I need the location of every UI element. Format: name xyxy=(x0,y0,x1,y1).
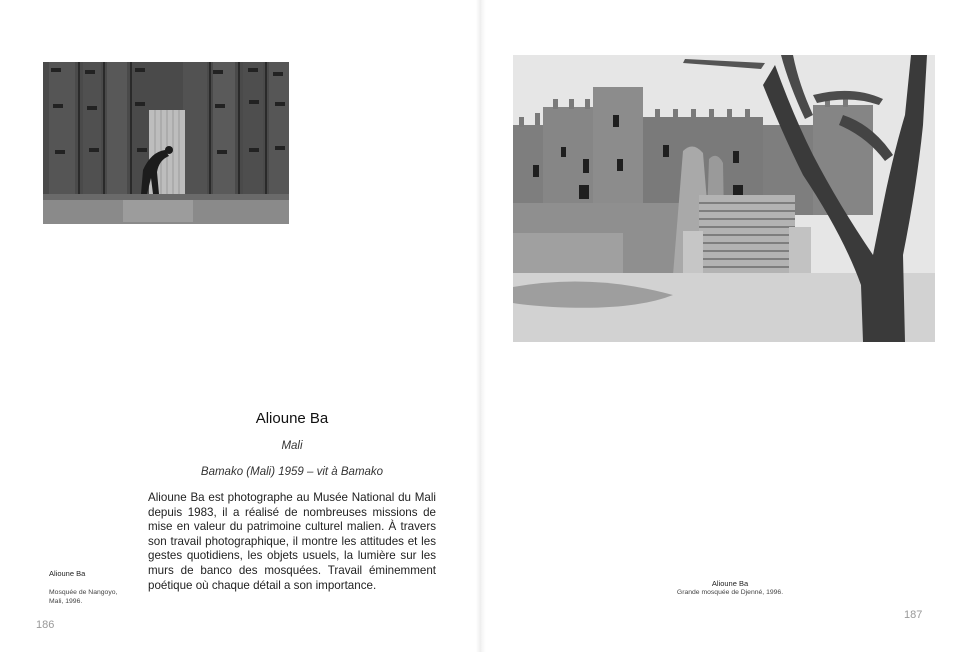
photo-caption-artist-right: Alioune Ba xyxy=(711,579,749,588)
book-gutter xyxy=(476,0,486,652)
page-number-right: 187 xyxy=(904,609,923,621)
artist-country: Mali xyxy=(281,440,303,452)
photo-caption-left-line2: Mali, 1996. xyxy=(49,598,83,605)
page-number-left: 186 xyxy=(36,619,55,631)
photo-caption-right: Grande mosquée de Djenné, 1996. xyxy=(676,589,784,596)
photo-mosque-nangoyo xyxy=(43,62,289,224)
artist-biography: Alioune Ba est photographe au Musée National du Mali depuis 1983, il a réalisé de nombreuses missions de mise en valeur du patrimoine culturel malien. À travers son travail photographique, il montre les attitudes et les gestes quotidiens, les objets usuels, la lumière sur les murs de banco des mosquées. Travail éminemment poétique où chaque détail a son importance. xyxy=(148,491,436,592)
photo-caption-left xyxy=(49,588,139,606)
artist-name: Alioune Ba xyxy=(255,410,329,427)
artist-birth-info: Bamako (Mali) 1959 – vit à Bamako xyxy=(200,466,384,478)
photo-grande-mosquee-djenne xyxy=(513,55,935,342)
photo-caption-left-line1: Mosquée de Nangoyo, xyxy=(49,589,118,596)
photo-caption-artist-left: Alioune Ba xyxy=(49,569,86,578)
